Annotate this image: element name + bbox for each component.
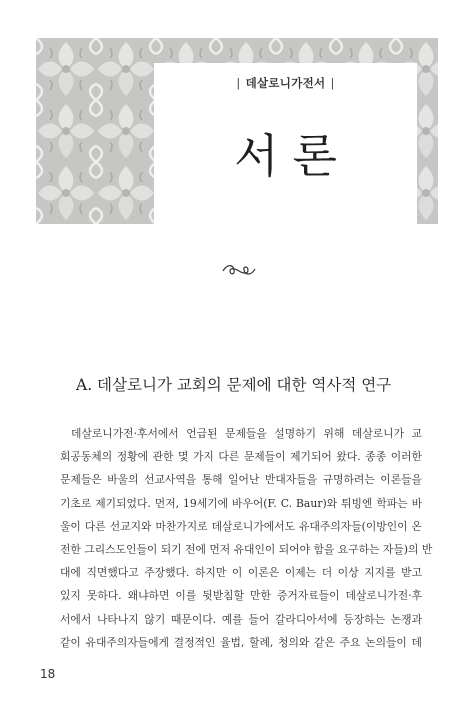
running-head-right-bar: |: [330, 76, 335, 90]
paragraph-line: 데살로니가전·후서에서 언급된 문제들을 설명하기 위해 데살로니가 교: [71, 427, 422, 440]
flourish-ornament-icon: [221, 262, 257, 278]
paragraph-line: 같이 유대주의자들에게 결정적인 율법, 할례, 청의와 같은 주요 논의들이 데: [60, 635, 422, 649]
paragraph-line: 서에서 나타나지 않기 때문이다. 예를 들어 갈라디아서에 등장하는 논쟁과: [60, 612, 422, 626]
paragraph-line: 회공동체의 정황에 관한 몇 가지 다른 문제들이 제기되어 왔다. 종종 이러한: [60, 450, 422, 464]
paragraph-line: 기초로 제기되었다. 먼저, 19세기에 바우어(F. C. Baur)와 튀빙엔 학파는 바: [60, 496, 422, 510]
running-head: [154, 75, 417, 91]
running-head-text: 데살로니가전서: [245, 76, 326, 90]
chapter-title: 서론: [234, 129, 351, 183]
paragraph-line: 문제들은 바울의 선교사역을 통해 일어난 반대자들을 규명하려는 이론들을: [60, 473, 422, 487]
page-number: 18: [40, 667, 56, 681]
running-head-left-bar: |: [236, 76, 241, 90]
paragraph-line: 울이 다른 선교지와 마찬가지로 데살로니가에서도 유대주의자들(이방인이 온: [60, 519, 422, 533]
paragraph-line: 전한 그리스도인들이 되기 전에 먼저 유대인이 되어야 함을 요구하는 자들)의 반: [60, 543, 433, 557]
paragraph-line: 있지 못하다. 왜냐하면 이를 뒷받침할 만한 증거자료들이 데살로니가전·후: [60, 589, 422, 603]
section-heading: A. 데살로니가 교회의 문제에 대한 역사적 연구: [76, 376, 392, 394]
paragraph-line: 대에 직면했다고 주장했다. 하지만 이 이론은 이제는 더 이상 지지를 받고: [60, 566, 422, 580]
body-paragraph: [60, 422, 433, 654]
